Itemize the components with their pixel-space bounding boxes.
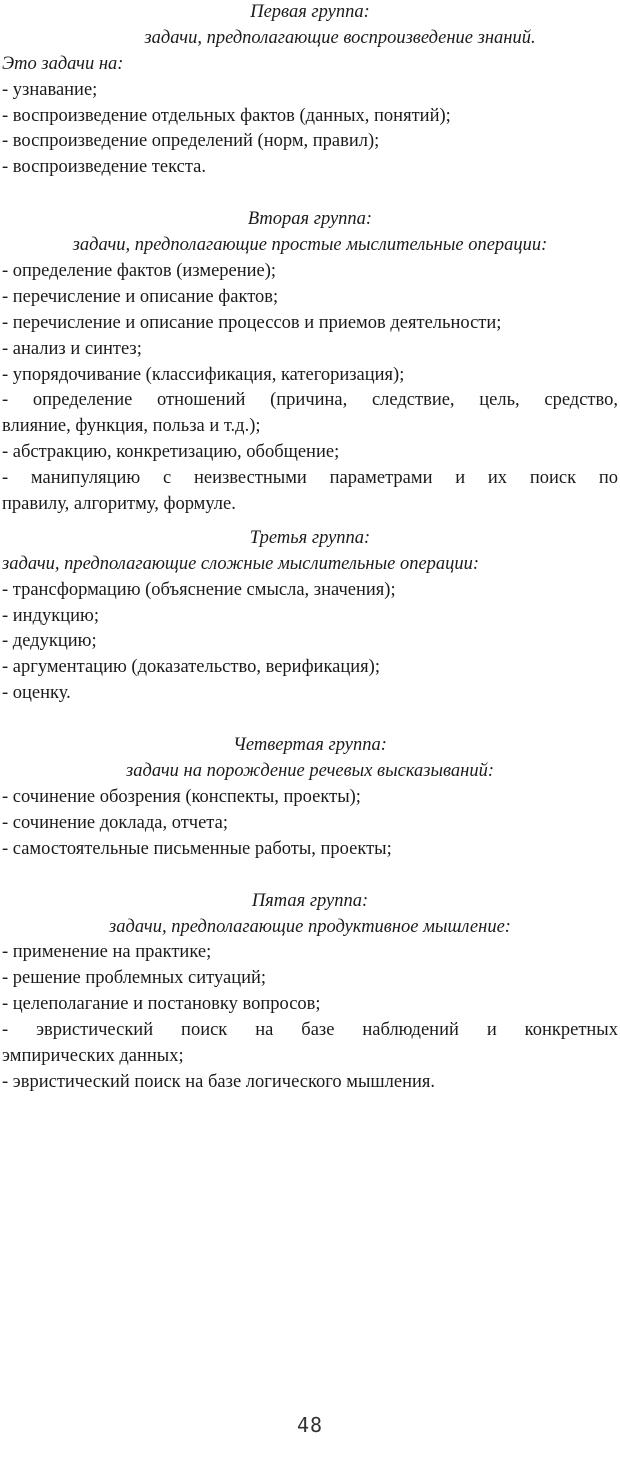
section-gap	[2, 707, 618, 733]
list-item: - воспроизведение определений (норм, правил);	[2, 131, 380, 152]
group-5-subtitle: задачи, предполагающие продуктивное мышление:	[109, 916, 511, 937]
list-item: - индукцию;	[2, 605, 99, 626]
group-5-title: Пятая группа:	[251, 890, 369, 911]
list-item: - определение отношений (причина, следствие, цель, средство,	[2, 390, 618, 411]
list-item: - решение проблемных ситуаций;	[2, 968, 267, 989]
list-item: - абстракцию, конкретизацию, обобщение;	[2, 442, 340, 463]
group-1-subtitle: задачи, предполагающие воспроизведение знаний.	[144, 27, 536, 48]
group-2-title: Вторая группа:	[247, 209, 373, 230]
list-item: - определение фактов (измерение);	[2, 261, 277, 282]
list-item: - оценку.	[2, 683, 71, 704]
list-item: - анализ и синтез;	[2, 338, 142, 359]
list-item-continuation: эмпирических данных;	[2, 1045, 184, 1066]
list-item: - эвристический поиск на базе наблюдений и конкретных	[2, 1020, 618, 1041]
page-number: 48	[296, 1413, 324, 1437]
group-3	[2, 526, 618, 707]
list-item: - упорядочивание (классификация, категоризация);	[2, 364, 405, 385]
group-5	[2, 889, 618, 1096]
document-page	[2, 0, 618, 1096]
list-item: - трансформацию (объяснение смысла, значения);	[2, 579, 396, 600]
list-item: - эвристический поиск на базе логического мышления.	[2, 1071, 436, 1092]
list-item: - перечисление и описание фактов;	[2, 286, 279, 307]
section-gap	[2, 863, 618, 889]
list-item: - узнавание;	[2, 79, 98, 100]
list-item-continuation: влияние, функция, польза и т.д.);	[2, 416, 261, 437]
group-1-title: Первая группа:	[250, 2, 370, 22]
list-item: - аргументацию (доказательство, верификация);	[2, 657, 380, 678]
list-item: - дедукцию;	[2, 631, 97, 652]
list-item: - целеполагание и постановку вопросов;	[2, 994, 321, 1015]
list-item: - воспроизведение текста.	[2, 157, 206, 178]
list-item: - сочинение доклада, отчета;	[2, 812, 228, 833]
group-4	[2, 733, 618, 862]
list-item: - манипуляцию с неизвестными параметрами и их поиск по	[2, 468, 618, 489]
list-item: - сочинение обозрения (конспекты, проекты);	[2, 786, 361, 807]
list-item-continuation: правилу, алгоритму, формуле.	[2, 494, 236, 515]
group-3-title: Третья группа:	[249, 527, 371, 548]
group-4-subtitle: задачи на порождение речевых высказываний:	[126, 761, 494, 782]
section-gap	[2, 181, 618, 207]
group-2-subtitle: задачи, предполагающие простые мыслительные операции:	[72, 235, 548, 256]
group-2	[2, 207, 618, 518]
group-4-title: Четвертая группа:	[233, 735, 387, 756]
section-gap	[2, 518, 618, 526]
list-item: - воспроизведение отдельных фактов (данных, понятий);	[2, 105, 451, 126]
list-item: - применение на практике;	[2, 942, 212, 963]
group-1-intro: Это задачи на:	[2, 53, 124, 74]
list-item: - перечисление и описание процессов и приемов деятельности;	[2, 312, 502, 333]
group-1	[2, 0, 618, 181]
group-3-subtitle: задачи, предполагающие сложные мыслительные операции:	[2, 553, 480, 574]
list-item: - самостоятельные письменные работы, проекты;	[2, 838, 392, 859]
